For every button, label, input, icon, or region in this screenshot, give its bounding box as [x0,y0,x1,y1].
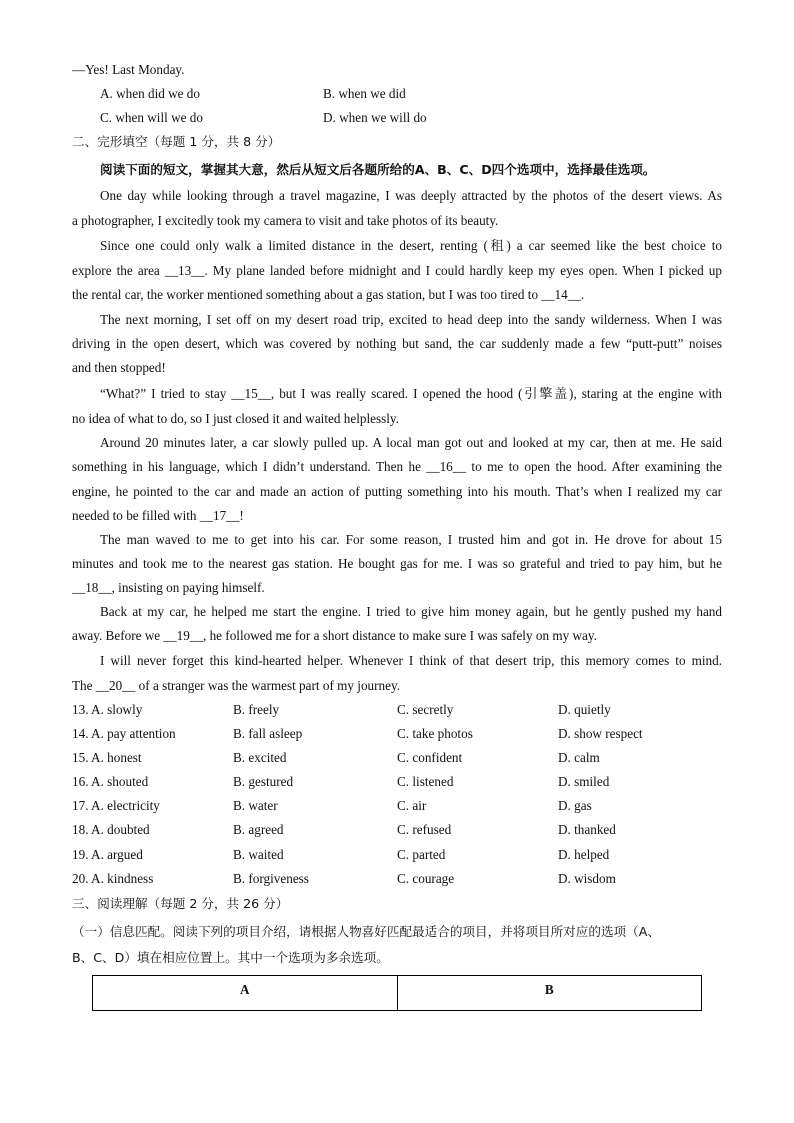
q12-option-a: A. when did we do [100,86,200,101]
q12-option-b: B. when we did [323,86,406,101]
option-text: B. waited [233,847,284,862]
option-text: C. refused [397,822,452,837]
option-text: B. fall asleep [233,726,303,741]
option-text: D. gas [558,798,592,813]
passage-line: something in his language, which I didn’t understand. Then he __16__ to me to open the hood. After examining the [72,459,722,474]
section3-sub1-instruction: （一）信息匹配。阅读下列的项目介绍，请根据人物喜好匹配最适合的项目，并将项目所对应的选项（A、 [72,924,660,939]
option-text: B. gestured [233,774,294,789]
option-text: 15. A. honest [72,750,142,765]
passage-line: driving in the open desert, which was covered by nothing but sand, the car suddenly made a few “putt-putt” noises [72,336,722,351]
table-header-b: B [397,976,702,1010]
passage-line: away. Before we __19__, he followed me for a short distance to make sure I was safely on my way. [72,628,597,643]
option-text: 19. A. argued [72,847,143,862]
section3-sub1-instruction-cont: B、C、D）填在相应位置上。其中一个选项为多余选项。 [72,950,389,965]
option-text: B. forgiveness [233,871,309,886]
passage-line: Around 20 minutes later, a car slowly pulled up. A local man got out and looked at my car, then at me. He said [100,435,722,450]
passage-line: The __20__ of a stranger was the warmest part of my journey. [72,678,400,693]
option-text: B. excited [233,750,287,765]
option-text: 20. A. kindness [72,871,154,886]
option-text: 16. A. shouted [72,774,149,789]
option-text: D. thanked [558,822,616,837]
q12-answer-line: —Yes! Last Monday. [72,62,185,77]
q12-option-d: D. when we will do [323,110,427,125]
passage-line: the rental car, the worker mentioned something about a gas station, but I was too tired to __14__. [72,287,585,302]
option-text: C. air [397,798,427,813]
table-header-a: A [239,982,250,997]
option-text: B. water [233,798,278,813]
option-text: 14. A. pay attention [72,726,176,741]
option-text: D. smiled [558,774,610,789]
option-text: 13. A. slowly [72,702,143,717]
option-text: B. agreed [233,822,284,837]
passage-line: needed to be filled with __17__! [72,508,244,523]
section2-instruction: 阅读下面的短文，掌握其大意，然后从短文后各题所给的A、B、C、D四个选项中，选择最佳选项。 [100,162,656,177]
option-text: D. wisdom [558,871,616,886]
option-text: D. quietly [558,702,611,717]
passage-line: engine, he pointed to the car and made an action of putting something into his mouth. That’s when I realized my car [72,484,722,499]
option-text: D. calm [558,750,600,765]
passage-line: “What?” I tried to stay __15__, but I was really scared. I opened the hood (引擎盖), staring at the engine with [100,386,722,401]
option-text: C. courage [397,871,455,886]
option-text: C. listened [397,774,454,789]
option-text: D. helped [558,847,610,862]
option-text: C. secretly [397,702,454,717]
passage-line: One day while looking through a travel magazine, I was deeply attracted by the photos of the desert views. As [100,188,722,203]
section3-title: 三、阅读理解（每题 2 分，共 26 分） [72,896,289,911]
option-text: D. show respect [558,726,643,741]
option-text: 18. A. doubted [72,822,150,837]
passage-line: The man waved to me to get into his car. For some reason, I trusted him and got in. He drove for about 15 [100,532,722,547]
option-text: C. take photos [397,726,473,741]
passage-line: __18__, insisting on paying himself. [72,580,265,595]
passage-line: The next morning, I set off on my desert road trip, excited to head deep into the sandy wilderness. When I was [100,312,722,327]
matching-table [92,975,702,1011]
option-text: B. freely [233,702,280,717]
section2-title: 二、完形填空（每题 1 分，共 8 分） [72,134,281,149]
option-text: 17. A. electricity [72,798,160,813]
passage-line: explore the area __13__. My plane landed before midnight and I could hardly keep my eyes open. When I picked up [72,263,722,278]
passage-line: I will never forget this kind-hearted helper. Whenever I think of that desert trip, this memory comes to mind. [100,653,722,668]
option-text: C. confident [397,750,463,765]
passage-line: Back at my car, he helped me start the engine. I tried to give him money again, but he gently pushed my hand [100,604,722,619]
passage-line: no idea of what to do, so I just closed it and waited helplessly. [72,411,399,426]
passage-line: Since one could only walk a limited distance in the desert, renting (租) a car seemed like the best choice to [100,238,722,253]
passage-line: and then stopped! [72,360,166,375]
passage-line: a photographer, I excitedly took my camera to visit and take photos of its beauty. [72,213,499,228]
passage-line: minutes and took me to the nearest gas station. He bought gas for me. I was so grateful and tried to pay him, but he [72,556,722,571]
option-text: C. parted [397,847,446,862]
q12-option-c: C. when will we do [100,110,203,125]
